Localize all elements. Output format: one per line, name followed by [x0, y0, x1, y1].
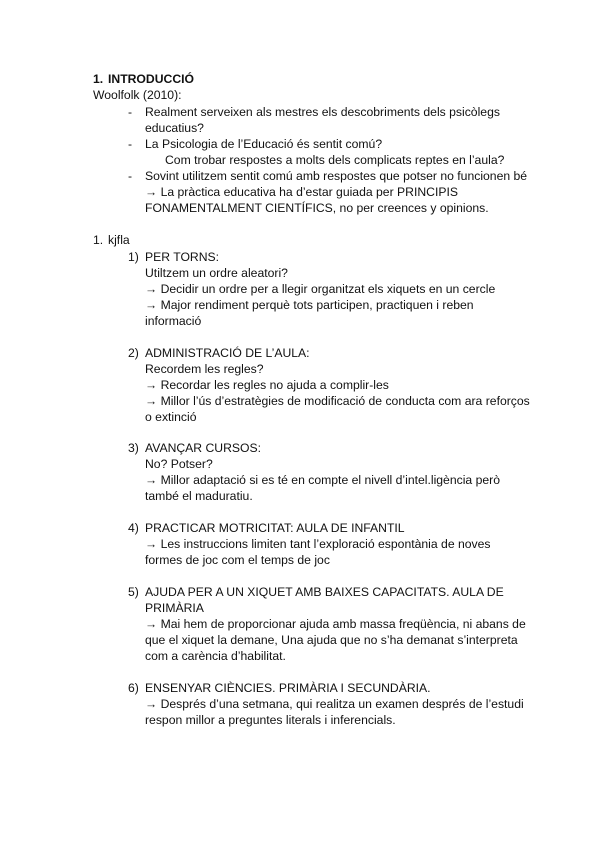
item-line: No? Potser?	[145, 457, 213, 471]
item-line: també el maduratiu.	[145, 489, 253, 503]
bullet-line: La Psicologia de l’Educació és sentit comú?	[145, 137, 383, 151]
item-number: 3)	[128, 441, 139, 455]
item-number: 5)	[128, 585, 139, 599]
item-number: 6)	[128, 681, 139, 695]
item-line: → Mai hem de proporcionar ajuda amb massa freqüència, ni abans de	[145, 617, 526, 631]
item-line: formes de joc com el temps de joc	[145, 553, 330, 567]
item-heading: AVANÇAR CURSOS:	[145, 441, 262, 455]
item-line: com a carència d’habilitat.	[145, 649, 286, 663]
author-citation: Woolfolk (2010):	[93, 88, 182, 102]
bullet-subline: Com trobar respostes a molts dels complicats reptes en l’aula?	[165, 153, 505, 167]
bullet-line: Sovint utilitzem sentit comú amb respostes que potser no funcionen bé	[145, 169, 528, 183]
section-title: INTRODUCCIÓ	[108, 72, 194, 86]
item-line: Recordem les regles?	[145, 362, 264, 376]
item-line: → Les instruccions limiten tant l’exploració espontània de noves	[145, 537, 491, 551]
item-line: → Després d’una setmana, qui realitza un examen després de l’estudi	[145, 697, 524, 711]
item-line: respon millor a preguntes literals i inferencials.	[145, 713, 396, 727]
item-line: → Decidir un ordre per a llegir organitzat els xiquets en un cercle	[145, 282, 496, 296]
item-number: 1)	[128, 250, 139, 264]
item-line: → Major rendiment perquè tots participen, practiquen i reben	[145, 298, 474, 312]
item-number: 4)	[128, 521, 139, 535]
item-heading: ENSENYAR CIÈNCIES. PRIMÀRIA I SECUNDÀRIA.	[145, 681, 431, 695]
bullet-line: educatius?	[145, 121, 204, 135]
section-title: kjfla	[108, 233, 130, 247]
item-line: → Millor l’ús d’estratègies de modificació de conducta com ara reforços	[145, 394, 530, 408]
item-line: que el xiquet la demane, Una ajuda que no s’ha demanat s’interpreta	[145, 633, 518, 647]
item-line: → Recordar les regles no ajuda a complir-les	[145, 378, 389, 392]
item-line: Utiltzem un ordre aleatori?	[145, 266, 288, 280]
item-line: informació	[145, 314, 202, 328]
bullet-dash: -	[128, 105, 133, 119]
item-heading: AJUDA PER A UN XIQUET AMB BAIXES CAPACITATS. AULA DE	[145, 585, 504, 599]
bullet-line: FONAMENTALMENT CIENTÍFICS, no per creences y opinions.	[145, 201, 489, 215]
item-line: o extinció	[145, 410, 197, 424]
item-heading: PRIMÀRIA	[145, 601, 204, 615]
bullet-line: Realment serveixen als mestres els descobriments dels psicòlegs	[145, 105, 500, 119]
bullet-dash: -	[128, 137, 133, 151]
item-number: 2)	[128, 346, 139, 360]
item-heading: ADMINISTRACIÓ DE L’AULA:	[145, 346, 310, 360]
bullet-dash: -	[128, 169, 133, 183]
item-line: → Millor adaptació si es té en compte el nivell d’intel.ligència però	[145, 473, 500, 487]
item-heading: PER TORNS:	[145, 250, 220, 264]
section-number: 1.	[93, 72, 104, 86]
item-heading: PRACTICAR MOTRICITAT: AULA DE INFANTIL	[145, 521, 405, 535]
section-number: 1.	[93, 233, 104, 247]
bullet-line: → La pràctica educativa ha d’estar guiada per PRINCIPIS	[145, 185, 458, 199]
